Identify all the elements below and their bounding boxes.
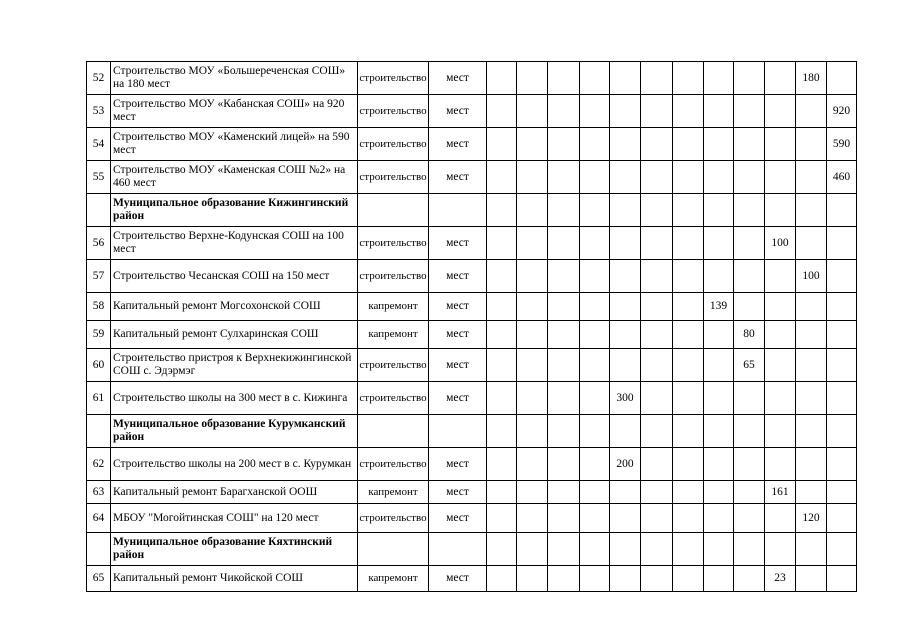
year-value-cell: [610, 293, 641, 321]
year-value-cell: [734, 161, 765, 194]
work-type-cell: строительство: [358, 128, 429, 161]
year-value-cell: [548, 62, 580, 95]
year-value-cell: [580, 293, 610, 321]
year-value-cell: [704, 128, 734, 161]
row-number-cell: 54: [87, 128, 111, 161]
year-value-cell: 100: [796, 260, 827, 293]
table-row: [87, 321, 857, 349]
year-value-cell: [673, 415, 704, 448]
year-value-cell: [610, 128, 641, 161]
work-type-cell: капремонт: [358, 481, 429, 504]
unit-cell: [429, 533, 487, 566]
year-value-cell: [765, 260, 796, 293]
year-value-cell: [548, 481, 580, 504]
year-value-cell: [673, 448, 704, 481]
year-value-cell: 139: [704, 293, 734, 321]
year-value-cell: [765, 62, 796, 95]
year-value-cell: [827, 260, 857, 293]
year-value-cell: [734, 481, 765, 504]
year-value-cell: [610, 161, 641, 194]
object-name-cell: Строительство школы на 200 мест в с. Курумкан: [111, 448, 358, 481]
year-value-cell: [641, 321, 673, 349]
year-value-cell: [704, 533, 734, 566]
year-value-cell: [580, 415, 610, 448]
year-value-cell: [580, 504, 610, 533]
unit-cell: мест: [429, 566, 487, 592]
year-value-cell: [641, 128, 673, 161]
object-name-cell: Капитальный ремонт Могсохонской СОШ: [111, 293, 358, 321]
year-value-cell: [673, 504, 704, 533]
year-value-cell: [796, 128, 827, 161]
year-value-cell: [827, 321, 857, 349]
year-value-cell: [641, 481, 673, 504]
table-row: [87, 504, 857, 533]
year-value-cell: [580, 481, 610, 504]
year-value-cell: [827, 415, 857, 448]
year-value-cell: [487, 161, 517, 194]
year-value-cell: [734, 128, 765, 161]
year-value-cell: [580, 260, 610, 293]
unit-cell: мест: [429, 128, 487, 161]
year-value-cell: [734, 448, 765, 481]
year-value-cell: [827, 566, 857, 592]
row-number-cell: [87, 415, 111, 448]
year-value-cell: [704, 260, 734, 293]
year-value-cell: [673, 62, 704, 95]
year-value-cell: [796, 293, 827, 321]
year-value-cell: [641, 95, 673, 128]
year-value-cell: [704, 382, 734, 415]
year-value-cell: 23: [765, 566, 796, 592]
object-name-cell: Капитальный ремонт Сулхаринская СОШ: [111, 321, 358, 349]
year-value-cell: [580, 533, 610, 566]
section-title-cell: Муниципальное образование Кижингинский район: [111, 194, 358, 227]
object-name-cell: Строительство пристроя к Верхнекижингинской СОШ с. Эдэрмэг: [111, 349, 358, 382]
year-value-cell: [641, 293, 673, 321]
year-value-cell: [610, 349, 641, 382]
table-row: [87, 382, 857, 415]
row-number-cell: [87, 194, 111, 227]
year-value-cell: 80: [734, 321, 765, 349]
year-value-cell: [517, 128, 548, 161]
year-value-cell: [796, 533, 827, 566]
year-value-cell: [641, 504, 673, 533]
year-value-cell: [704, 481, 734, 504]
year-value-cell: [827, 349, 857, 382]
year-value-cell: [641, 533, 673, 566]
table-row: [87, 227, 857, 260]
year-value-cell: [487, 349, 517, 382]
row-number-cell: 58: [87, 293, 111, 321]
year-value-cell: [580, 349, 610, 382]
year-value-cell: [827, 481, 857, 504]
year-value-cell: [641, 227, 673, 260]
table-row: [87, 95, 857, 128]
year-value-cell: [796, 194, 827, 227]
year-value-cell: [827, 227, 857, 260]
year-value-cell: [487, 293, 517, 321]
year-value-cell: [796, 382, 827, 415]
year-value-cell: [704, 95, 734, 128]
year-value-cell: [548, 260, 580, 293]
year-value-cell: [487, 566, 517, 592]
year-value-cell: [796, 321, 827, 349]
table-row: [87, 161, 857, 194]
year-value-cell: [704, 415, 734, 448]
row-number-cell: 65: [87, 566, 111, 592]
year-value-cell: [734, 566, 765, 592]
work-type-cell: строительство: [358, 382, 429, 415]
year-value-cell: [734, 62, 765, 95]
year-value-cell: 180: [796, 62, 827, 95]
year-value-cell: [704, 321, 734, 349]
year-value-cell: [517, 415, 548, 448]
unit-cell: мест: [429, 161, 487, 194]
year-value-cell: [487, 321, 517, 349]
year-value-cell: [673, 481, 704, 504]
year-value-cell: [704, 448, 734, 481]
unit-cell: мест: [429, 481, 487, 504]
year-value-cell: [548, 293, 580, 321]
table-row: [87, 293, 857, 321]
year-value-cell: [487, 128, 517, 161]
work-type-cell: капремонт: [358, 293, 429, 321]
year-value-cell: [548, 415, 580, 448]
year-value-cell: [734, 194, 765, 227]
section-title-cell: Муниципальное образование Кяхтинский район: [111, 533, 358, 566]
year-value-cell: [580, 194, 610, 227]
year-value-cell: [673, 533, 704, 566]
year-value-cell: [734, 227, 765, 260]
object-name-cell: Строительство МОУ «Каменский лицей» на 590 мест: [111, 128, 358, 161]
year-value-cell: [704, 62, 734, 95]
year-value-cell: [827, 194, 857, 227]
year-value-cell: 65: [734, 349, 765, 382]
year-value-cell: [704, 227, 734, 260]
year-value-cell: [704, 504, 734, 533]
year-value-cell: [796, 349, 827, 382]
row-number-cell: 61: [87, 382, 111, 415]
year-value-cell: [487, 62, 517, 95]
year-value-cell: [641, 415, 673, 448]
year-value-cell: [734, 533, 765, 566]
year-value-cell: [610, 481, 641, 504]
year-value-cell: [827, 293, 857, 321]
year-value-cell: [487, 260, 517, 293]
row-number-cell: 60: [87, 349, 111, 382]
table-row: [87, 260, 857, 293]
year-value-cell: [610, 415, 641, 448]
work-type-cell: строительство: [358, 161, 429, 194]
year-value-cell: [827, 382, 857, 415]
year-value-cell: [580, 95, 610, 128]
year-value-cell: [827, 533, 857, 566]
year-value-cell: [548, 533, 580, 566]
year-value-cell: [548, 321, 580, 349]
object-name-cell: Капитальный ремонт Чикойской СОШ: [111, 566, 358, 592]
year-value-cell: [487, 504, 517, 533]
table-body: [87, 62, 857, 592]
year-value-cell: [517, 194, 548, 227]
year-value-cell: [641, 161, 673, 194]
investment-table: [86, 61, 857, 592]
year-value-cell: [673, 194, 704, 227]
year-value-cell: [641, 194, 673, 227]
year-value-cell: [734, 382, 765, 415]
year-value-cell: [610, 533, 641, 566]
object-name-cell: Строительство школы на 300 мест в с. Кижинга: [111, 382, 358, 415]
year-value-cell: [673, 382, 704, 415]
year-value-cell: [487, 481, 517, 504]
row-number-cell: 64: [87, 504, 111, 533]
year-value-cell: [487, 194, 517, 227]
year-value-cell: [548, 128, 580, 161]
work-type-cell: строительство: [358, 227, 429, 260]
year-value-cell: 120: [796, 504, 827, 533]
year-value-cell: [796, 161, 827, 194]
work-type-cell: [358, 194, 429, 227]
work-type-cell: [358, 415, 429, 448]
row-number-cell: 62: [87, 448, 111, 481]
year-value-cell: [827, 62, 857, 95]
year-value-cell: [548, 227, 580, 260]
year-value-cell: [704, 349, 734, 382]
year-value-cell: 920: [827, 95, 857, 128]
table-row: [87, 128, 857, 161]
year-value-cell: [765, 128, 796, 161]
year-value-cell: [673, 227, 704, 260]
year-value-cell: [580, 321, 610, 349]
year-value-cell: [580, 382, 610, 415]
object-name-cell: Строительство МОУ «Кабанская СОШ» на 920 мест: [111, 95, 358, 128]
year-value-cell: [580, 161, 610, 194]
year-value-cell: [704, 566, 734, 592]
work-type-cell: строительство: [358, 260, 429, 293]
table-row: [87, 566, 857, 592]
year-value-cell: [548, 194, 580, 227]
year-value-cell: [796, 415, 827, 448]
work-type-cell: капремонт: [358, 566, 429, 592]
year-value-cell: [734, 504, 765, 533]
year-value-cell: [734, 260, 765, 293]
work-type-cell: строительство: [358, 95, 429, 128]
year-value-cell: [580, 62, 610, 95]
year-value-cell: [765, 504, 796, 533]
year-value-cell: [548, 161, 580, 194]
year-value-cell: [796, 448, 827, 481]
year-value-cell: [517, 566, 548, 592]
table-row: [87, 349, 857, 382]
year-value-cell: [796, 95, 827, 128]
year-value-cell: [610, 260, 641, 293]
row-number-cell: 63: [87, 481, 111, 504]
row-number-cell: [87, 533, 111, 566]
year-value-cell: [517, 227, 548, 260]
year-value-cell: [487, 382, 517, 415]
year-value-cell: [610, 566, 641, 592]
object-name-cell: Капитальный ремонт Барагханской ООШ: [111, 481, 358, 504]
year-value-cell: [765, 349, 796, 382]
year-value-cell: [580, 227, 610, 260]
year-value-cell: [641, 448, 673, 481]
unit-cell: мест: [429, 349, 487, 382]
year-value-cell: [517, 161, 548, 194]
year-value-cell: [796, 227, 827, 260]
year-value-cell: [610, 227, 641, 260]
section-row: [87, 194, 857, 227]
year-value-cell: [673, 566, 704, 592]
year-value-cell: [517, 533, 548, 566]
year-value-cell: [487, 227, 517, 260]
unit-cell: мест: [429, 382, 487, 415]
unit-cell: мест: [429, 227, 487, 260]
year-value-cell: [610, 62, 641, 95]
year-value-cell: [580, 128, 610, 161]
row-number-cell: 53: [87, 95, 111, 128]
year-value-cell: [610, 504, 641, 533]
year-value-cell: [765, 533, 796, 566]
year-value-cell: [580, 448, 610, 481]
year-value-cell: [734, 293, 765, 321]
unit-cell: [429, 194, 487, 227]
year-value-cell: [673, 95, 704, 128]
year-value-cell: [517, 95, 548, 128]
year-value-cell: [548, 504, 580, 533]
year-value-cell: [673, 349, 704, 382]
year-value-cell: [610, 95, 641, 128]
work-type-cell: строительство: [358, 504, 429, 533]
year-value-cell: [517, 321, 548, 349]
year-value-cell: [673, 128, 704, 161]
year-value-cell: [796, 566, 827, 592]
section-row: [87, 533, 857, 566]
year-value-cell: [673, 161, 704, 194]
work-type-cell: капремонт: [358, 321, 429, 349]
object-name-cell: Строительство Чесанская СОШ на 150 мест: [111, 260, 358, 293]
year-value-cell: [548, 95, 580, 128]
table-row: [87, 481, 857, 504]
year-value-cell: [704, 161, 734, 194]
year-value-cell: [517, 293, 548, 321]
year-value-cell: [827, 448, 857, 481]
work-type-cell: строительство: [358, 349, 429, 382]
year-value-cell: [673, 260, 704, 293]
year-value-cell: [641, 566, 673, 592]
object-name-cell: МБОУ "Могойтинская СОШ" на 120 мест: [111, 504, 358, 533]
object-name-cell: Строительство Верхне-Кодунская СОШ на 100 мест: [111, 227, 358, 260]
unit-cell: мест: [429, 95, 487, 128]
year-value-cell: [517, 349, 548, 382]
year-value-cell: [641, 260, 673, 293]
year-value-cell: [734, 415, 765, 448]
year-value-cell: [765, 448, 796, 481]
year-value-cell: 161: [765, 481, 796, 504]
year-value-cell: [548, 448, 580, 481]
year-value-cell: 300: [610, 382, 641, 415]
table-row: [87, 62, 857, 95]
year-value-cell: [548, 349, 580, 382]
year-value-cell: [765, 321, 796, 349]
year-value-cell: [517, 260, 548, 293]
row-number-cell: 55: [87, 161, 111, 194]
year-value-cell: [548, 382, 580, 415]
row-number-cell: 59: [87, 321, 111, 349]
work-type-cell: [358, 533, 429, 566]
year-value-cell: [517, 382, 548, 415]
year-value-cell: 460: [827, 161, 857, 194]
year-value-cell: [765, 161, 796, 194]
object-name-cell: Строительство МОУ «Большереченская СОШ» на 180 мест: [111, 62, 358, 95]
year-value-cell: [641, 62, 673, 95]
year-value-cell: [765, 415, 796, 448]
year-value-cell: [517, 62, 548, 95]
table-row: [87, 448, 857, 481]
unit-cell: мест: [429, 293, 487, 321]
year-value-cell: [765, 95, 796, 128]
year-value-cell: 200: [610, 448, 641, 481]
year-value-cell: [673, 321, 704, 349]
year-value-cell: [734, 95, 765, 128]
year-value-cell: 100: [765, 227, 796, 260]
year-value-cell: [796, 481, 827, 504]
year-value-cell: [610, 321, 641, 349]
unit-cell: мест: [429, 448, 487, 481]
unit-cell: мест: [429, 62, 487, 95]
year-value-cell: [487, 533, 517, 566]
section-row: [87, 415, 857, 448]
row-number-cell: 56: [87, 227, 111, 260]
year-value-cell: [765, 194, 796, 227]
year-value-cell: [517, 504, 548, 533]
work-type-cell: строительство: [358, 62, 429, 95]
unit-cell: мест: [429, 321, 487, 349]
year-value-cell: [765, 293, 796, 321]
year-value-cell: [517, 448, 548, 481]
year-value-cell: [548, 566, 580, 592]
object-name-cell: Строительство МОУ «Каменская СОШ №2» на 460 мест: [111, 161, 358, 194]
year-value-cell: [487, 95, 517, 128]
year-value-cell: [580, 566, 610, 592]
row-number-cell: 57: [87, 260, 111, 293]
work-type-cell: строительство: [358, 448, 429, 481]
year-value-cell: [517, 481, 548, 504]
year-value-cell: [704, 194, 734, 227]
row-number-cell: 52: [87, 62, 111, 95]
unit-cell: [429, 415, 487, 448]
unit-cell: мест: [429, 260, 487, 293]
year-value-cell: [641, 349, 673, 382]
year-value-cell: [487, 415, 517, 448]
year-value-cell: [765, 382, 796, 415]
unit-cell: мест: [429, 504, 487, 533]
year-value-cell: [610, 194, 641, 227]
year-value-cell: [641, 382, 673, 415]
year-value-cell: [487, 448, 517, 481]
section-title-cell: Муниципальное образование Курумканский район: [111, 415, 358, 448]
year-value-cell: [673, 293, 704, 321]
year-value-cell: 590: [827, 128, 857, 161]
year-value-cell: [827, 504, 857, 533]
